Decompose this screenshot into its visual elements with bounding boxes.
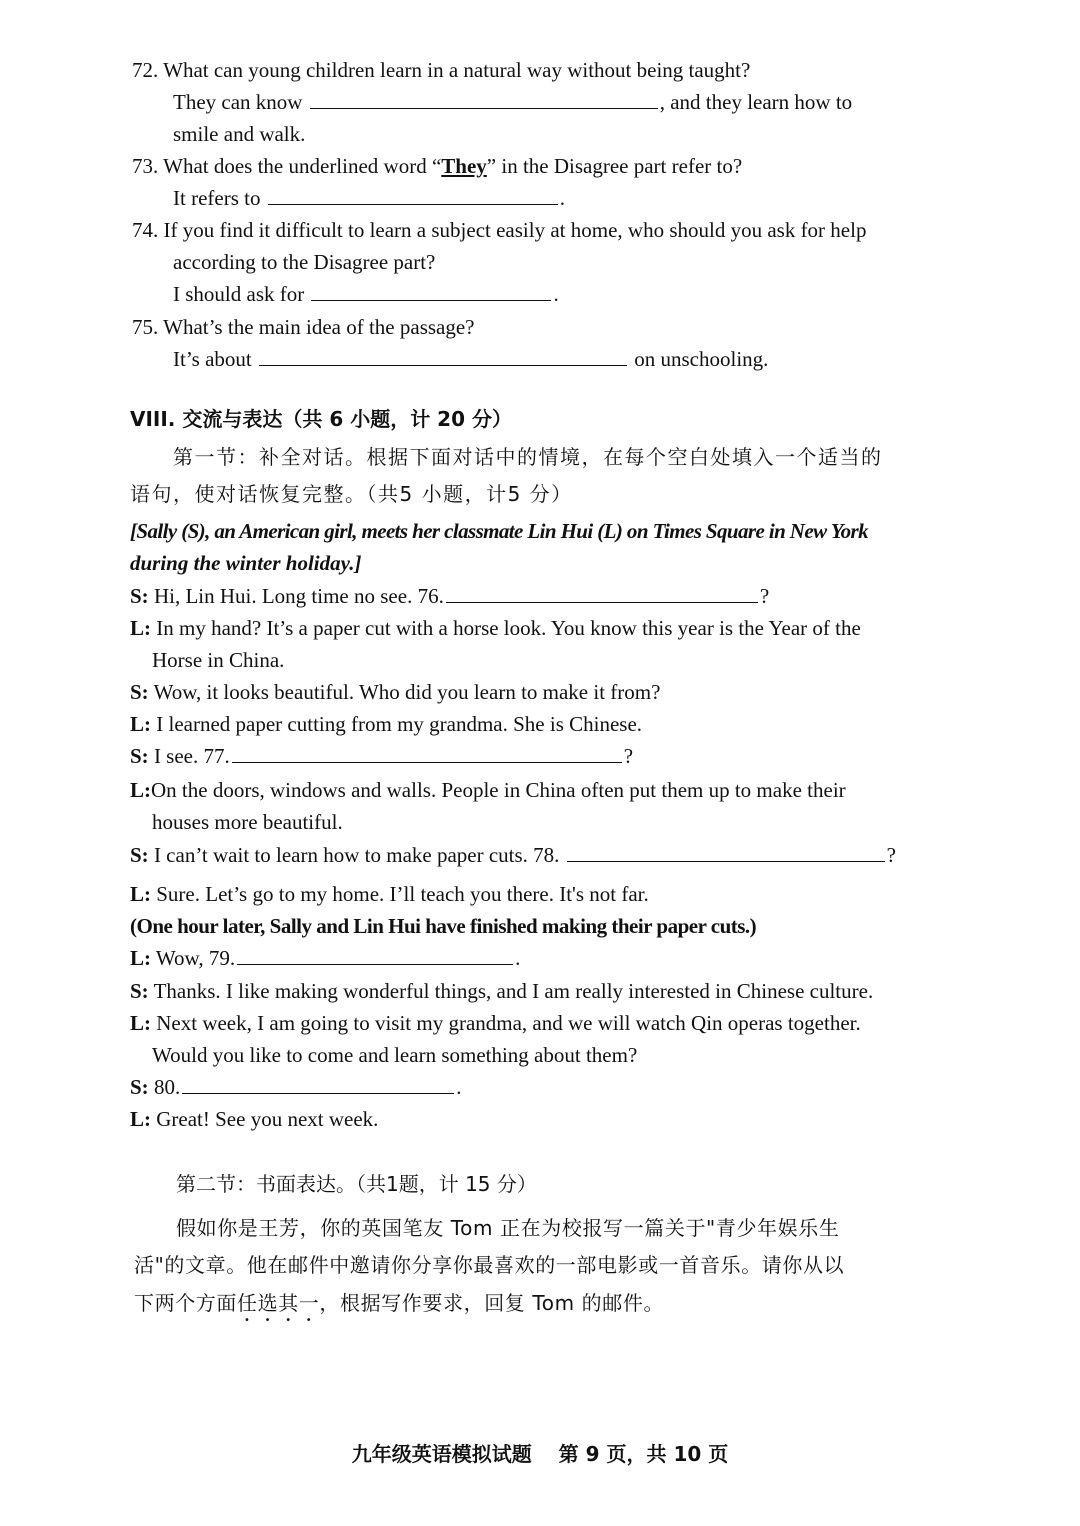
speaker-label: L:	[130, 1011, 151, 1035]
dialogue-setting-line1: [Sally (S), an American girl, meets her classmate Lin Hui (L) on Times Square in New York	[130, 519, 869, 543]
speaker-label: S:	[130, 979, 149, 1003]
speaker-label: S:	[130, 1075, 149, 1099]
dialogue-line	[130, 614, 861, 642]
part2-line3-pre: 下两个方面	[134, 1291, 237, 1315]
dialogue-line	[130, 977, 873, 1005]
speaker-label: L:	[130, 882, 151, 906]
part2-line3-emphasis: 任选其一	[237, 1291, 320, 1315]
dialogue-line-cont: houses more beautiful.	[152, 810, 343, 834]
speaker-label: S:	[130, 680, 149, 704]
dialogue-line-cont: Would you like to come and learn something about them?	[152, 1043, 638, 1067]
dialogue-line	[130, 678, 660, 706]
footer-page-number: 第 9 页，共 10 页	[558, 1442, 729, 1466]
page-footer	[0, 1440, 1080, 1468]
dialogue-text: Wow, it looks beautiful. Who did you learn to make it from?	[153, 680, 661, 704]
speaker-label: L:	[130, 946, 151, 970]
q74-answer-post: .	[553, 282, 559, 306]
speaker-label: S:	[130, 843, 149, 867]
dialogue-line-79	[130, 944, 520, 972]
q74-answer-pre: I should ask for	[173, 282, 305, 306]
footer-title: 九年级英语模拟试题	[351, 1442, 532, 1466]
q73-answer-blank[interactable]	[268, 184, 558, 205]
dialogue-text: Wow, 79.	[155, 946, 236, 970]
dialogue-punct: ?	[759, 584, 770, 608]
dialogue-punct: .	[515, 946, 521, 970]
q72-answer-line	[173, 88, 852, 116]
q73-underlined-word: They	[441, 154, 487, 178]
dialogue-text: I learned paper cutting from my grandma. She is Chinese.	[156, 712, 643, 736]
stage-direction: (One hour later, Sally and Lin Hui have finished making their paper cuts.)	[130, 914, 757, 938]
q72-prompt: 72. What can young children learn in a natural way without being taught?	[132, 58, 751, 82]
q72-answer-blank[interactable]	[310, 88, 658, 109]
q73-answer-pre: It refers to	[173, 186, 261, 210]
q72-answer-pre: They can know	[173, 90, 303, 114]
q73-prompt-pre: 73. What does the underlined word “	[132, 154, 442, 178]
speaker-label: L:	[130, 778, 151, 802]
part2-instruction-line2: 活"的文章。他在邮件中邀请你分享你最喜欢的一部电影或一首音乐。请你从以	[134, 1253, 845, 1277]
dialogue-line-77	[130, 742, 633, 770]
q74-prompt: 74. If you find it difficult to learn a subject easily at home, who should you ask for help	[132, 218, 867, 242]
dialogue-punct: ?	[623, 744, 634, 768]
q75-prompt: 75. What’s the main idea of the passage?	[132, 315, 475, 339]
part2-instruction-line1: 假如你是王芳，你的英国笔友 Tom 正在为校报写一篇关于"青少年娱乐生	[176, 1216, 840, 1240]
q73-answer-post: .	[559, 186, 565, 210]
speaker-label: L:	[130, 1107, 151, 1131]
dialogue-text: I see. 77.	[153, 744, 230, 768]
dialogue-text: Sure. Let’s go to my home. I’ll teach you there. It's not far.	[156, 882, 649, 906]
blank-80[interactable]	[182, 1073, 454, 1094]
dialogue-text: 80.	[153, 1075, 181, 1099]
dialogue-text: On the doors, windows and walls. People in China often put them up to make their	[151, 778, 846, 802]
dialogue-line	[130, 880, 649, 908]
dialogue-text: Next week, I am going to visit my grandma, and we will watch Qin operas together.	[156, 1011, 861, 1035]
speaker-label: S:	[130, 744, 149, 768]
dialogue-text: I can’t wait to learn how to make paper cuts. 78.	[153, 843, 560, 867]
dialogue-text: Thanks. I like making wonderful things, and I am really interested in Chinese culture.	[153, 979, 874, 1003]
speaker-label: L:	[130, 616, 151, 640]
q75-answer-post: on unschooling.	[634, 347, 769, 371]
dialogue-line	[130, 710, 642, 738]
section-8-heading: VIII. 交流与表达（共 6 小题，计 20 分）	[130, 407, 512, 431]
dialogue-line-76	[130, 582, 769, 610]
q73-prompt	[132, 152, 742, 180]
part2-heading: 第二节：书面表达。（共1题，计 15 分）	[176, 1172, 537, 1196]
dialogue-line	[130, 1009, 861, 1037]
q74-answer-blank[interactable]	[311, 280, 551, 301]
blank-77[interactable]	[232, 742, 622, 763]
q72-answer-post: , and they learn how to	[659, 90, 853, 114]
speaker-label: S:	[130, 584, 149, 608]
dialogue-line	[130, 776, 846, 804]
speaker-label: L:	[130, 712, 151, 736]
part1-instruction-line2: 语句，使对话恢复完整。（共5 小题，计5 分）	[130, 482, 573, 506]
dialogue-punct: ?	[886, 843, 896, 867]
q75-answer-blank[interactable]	[259, 345, 627, 366]
part2-line3-post: ，根据写作要求，回复 Tom 的邮件。	[319, 1291, 665, 1315]
blank-78[interactable]	[567, 841, 885, 862]
dialogue-text: In my hand? It’s a paper cut with a horse look. You know this year is the Year of the	[156, 616, 861, 640]
dialogue-setting-line2: during the winter holiday.]	[130, 551, 362, 575]
q74-answer-line	[173, 280, 559, 308]
part1-instruction-line1: 第一节：补全对话。根据下面对话中的情境，在每个空白处填入一个适当的	[173, 445, 883, 469]
blank-79[interactable]	[237, 944, 513, 965]
dialogue-line-78	[130, 841, 896, 869]
q75-answer-line	[173, 345, 768, 373]
part2-instruction-line3	[134, 1289, 664, 1326]
dialogue-line-cont: Horse in China.	[152, 648, 285, 672]
dialogue-line-80	[130, 1073, 461, 1101]
dialogue-punct: .	[456, 1075, 462, 1099]
q74-prompt-cont: according to the Disagree part?	[173, 250, 436, 274]
dialogue-text: Hi, Lin Hui. Long time no see. 76.	[153, 584, 444, 608]
q72-answer-cont: smile and walk.	[173, 122, 306, 146]
q75-answer-pre: It’s about	[173, 347, 252, 371]
q73-answer-line	[173, 184, 565, 212]
dialogue-line	[130, 1105, 378, 1133]
dialogue-text: Great! See you next week.	[156, 1107, 379, 1131]
blank-76[interactable]	[446, 582, 758, 603]
q73-prompt-post: ” in the Disagree part refer to?	[486, 154, 743, 178]
